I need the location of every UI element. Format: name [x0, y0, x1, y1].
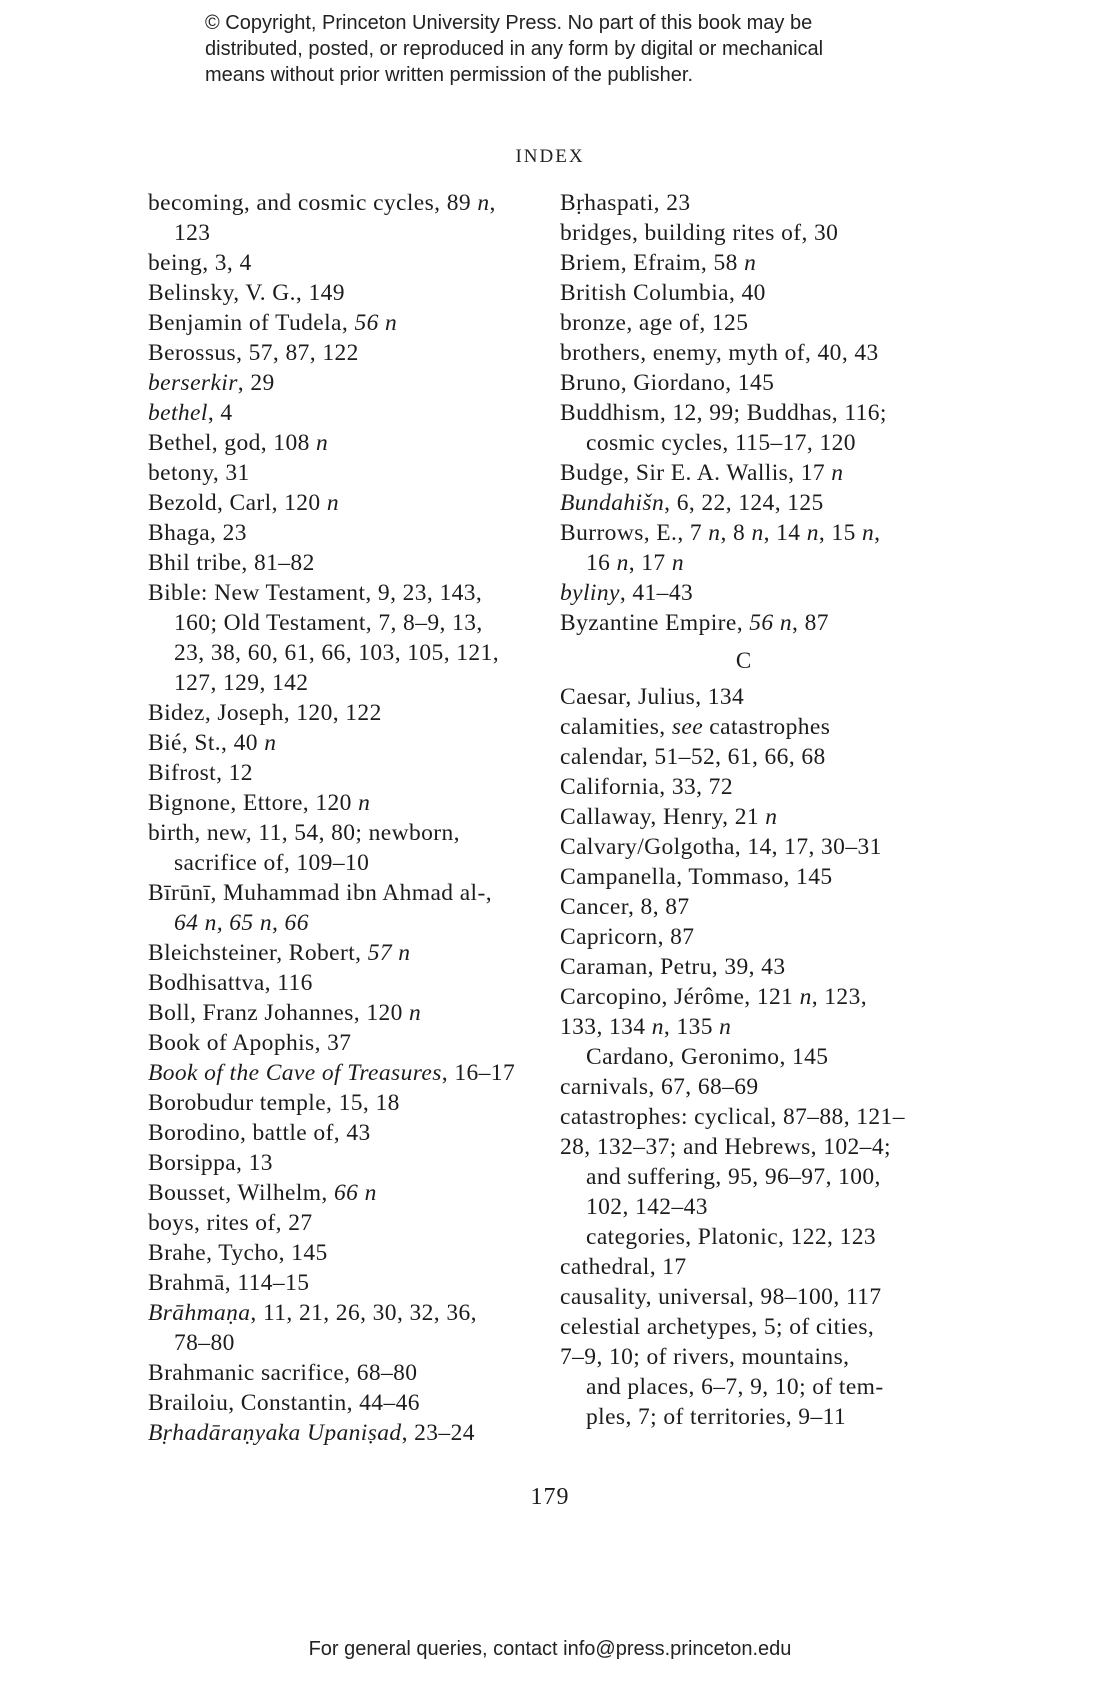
italic-run: see: [671, 714, 704, 740]
index-entry: Bundahišn, 6, 22, 124, 125: [560, 490, 824, 516]
index-entry: Capricorn, 87: [560, 924, 695, 950]
index-column-left: [148, 188, 546, 1448]
index-entry: berserkir, 29: [148, 370, 275, 396]
index-entry: and suffering, 95, 96–97, 100,: [586, 1164, 881, 1190]
index-entry: Bié, St., 40 n: [148, 730, 277, 756]
italic-run: n: [671, 550, 685, 576]
index-entry: Calvary/Golgotha, 14, 17, 30–31: [560, 834, 882, 860]
index-entry: 7–9, 10; of rivers, mountains,: [560, 1344, 850, 1370]
index-entry: Carcopino, Jérôme, 121 n, 123,: [560, 984, 868, 1010]
index-entry: 28, 132–37; and Hebrews, 102–4;: [560, 1134, 891, 1160]
index-entry: calendar, 51–52, 61, 66, 68: [560, 744, 826, 770]
index-entry: Bignone, Ettore, 120 n: [148, 790, 371, 816]
italic-run: n: [616, 550, 629, 576]
index-entry: sacrifice of, 109–10: [174, 850, 370, 876]
italic-run: n: [765, 804, 778, 830]
index-entry: British Columbia, 40: [560, 280, 766, 306]
index-entry: boys, rites of, 27: [148, 1210, 313, 1236]
index-entry: being, 3, 4: [148, 250, 252, 276]
index-entry: brothers, enemy, myth of, 40, 43: [560, 340, 879, 366]
index-entry: Burrows, E., 7 n, 8 n, 14 n, 15 n,: [560, 520, 881, 546]
index-entry: ples, 7; of territories, 9–11: [586, 1404, 847, 1430]
copyright-line: distributed, posted, or reproduced in any form by digital or mechanical: [205, 38, 824, 60]
index-entry: Buddhism, 12, 99; Buddhas, 116;: [560, 400, 887, 426]
italic-run: Book of the Cave of Treasures: [148, 1060, 442, 1086]
index-entry: Bidez, Joseph, 120, 122: [148, 700, 382, 726]
index-entry: categories, Platonic, 122, 123: [586, 1224, 877, 1250]
italic-run: 66 n: [334, 1180, 377, 1206]
index-entry: causality, universal, 98–100, 117: [560, 1284, 882, 1310]
italic-run: berserkir: [148, 370, 238, 396]
index-entry: Byzantine Empire, 56 n, 87: [560, 610, 829, 636]
index-entry: Cardano, Geronimo, 145: [586, 1044, 829, 1070]
index-entry: Bleichsteiner, Robert, 57 n: [148, 940, 411, 966]
italic-run: Bṛhadāraṇyaka Upaniṣad: [148, 1420, 402, 1446]
italic-run: n: [806, 520, 819, 546]
italic-run: n: [651, 1014, 664, 1040]
italic-run: byliny: [560, 580, 620, 606]
index-entry: Brahmā, 114–15: [148, 1270, 310, 1296]
index-entry: becoming, and cosmic cycles, 89 n,: [148, 190, 496, 216]
italic-run: 57 n: [367, 940, 411, 966]
index-entry: Bhaga, 23: [148, 520, 247, 546]
index-entry: betony, 31: [148, 460, 250, 486]
index-entry: Bruno, Giordano, 145: [560, 370, 775, 396]
copyright-notice: [205, 10, 925, 88]
italic-run: Bundahišn: [560, 490, 665, 516]
italic-run: n: [409, 1000, 422, 1026]
index-entry: 16 n, 17 n: [586, 550, 685, 576]
italic-run: 56 n: [354, 310, 398, 336]
index-entry: 127, 129, 142: [174, 670, 309, 696]
footer-contact: For general queries, contact info@press.princeton.edu: [308, 1638, 792, 1660]
index-entry: Bīrūnī, Muhammad ibn Ahmad al-,: [148, 880, 492, 906]
index-entry: Bṛhadāraṇyaka Upaniṣad, 23–24: [148, 1420, 475, 1446]
italic-run: n: [799, 984, 812, 1010]
index-entry: bridges, building rites of, 30: [560, 220, 839, 246]
index-entry: California, 33, 72: [560, 774, 733, 800]
page-number: 179: [530, 1484, 570, 1510]
index-entry: Belinsky, V. G., 149: [148, 280, 345, 306]
index-entry: Bṛhaspati, 23: [560, 190, 691, 216]
index-entry: calamities, see catastrophes: [560, 714, 831, 740]
italic-run: n: [751, 520, 764, 546]
index-entry: Brahe, Tycho, 145: [148, 1240, 328, 1266]
index-entry: 23, 38, 60, 61, 66, 103, 105, 121,: [174, 640, 499, 666]
italic-run: Brāhmaṇa: [148, 1300, 251, 1326]
index-entry: Briem, Efraim, 58 n: [560, 250, 757, 276]
copyright-line: © Copyright, Princeton University Press. No part of this book may be: [205, 12, 813, 34]
index-entry: Bhil tribe, 81–82: [148, 550, 315, 576]
index-entry: Book of the Cave of Treasures, 16–17: [148, 1060, 516, 1086]
index-entry: Bodhisattva, 116: [148, 970, 313, 996]
index-entry: 133, 134 n, 135 n: [560, 1014, 732, 1040]
italic-run: n: [326, 490, 340, 516]
index-entry: Bethel, god, 108 n: [148, 430, 329, 456]
index-entry: Borodino, battle of, 43: [148, 1120, 371, 1146]
index-entry: bethel, 4: [148, 400, 233, 426]
index-entry: Bousset, Wilhelm, 66 n: [148, 1180, 377, 1206]
italic-run: 64 n, 65 n, 66: [174, 910, 309, 936]
index-entry: Brahmanic sacrifice, 68–80: [148, 1360, 418, 1386]
index-entry: bronze, age of, 125: [560, 310, 749, 336]
index-entry: 123: [174, 220, 211, 246]
italic-run: n: [264, 730, 277, 756]
index-entry: 78–80: [174, 1330, 235, 1356]
index-entry: Caesar, Julius, 134: [560, 684, 745, 710]
index-entry: Bezold, Carl, 120 n: [148, 490, 340, 516]
index-column-right: [560, 188, 948, 1432]
index-entry: Brailoiu, Constantin, 44–46: [148, 1390, 420, 1416]
index-entry: catastrophes: cyclical, 87–88, 121–: [560, 1104, 905, 1130]
index-entry: Bifrost, 12: [148, 760, 253, 786]
italic-run: n: [477, 190, 490, 216]
index-entry: Borobudur temple, 15, 18: [148, 1090, 400, 1116]
index-entry: Campanella, Tommaso, 145: [560, 864, 833, 890]
italic-run: n: [862, 520, 875, 546]
index-entry: celestial archetypes, 5; of cities,: [560, 1314, 875, 1340]
page-title: INDEX: [515, 146, 585, 167]
index-entry: byliny, 41–43: [560, 580, 694, 606]
index-entry: Budge, Sir E. A. Wallis, 17 n: [560, 460, 844, 486]
index-entry: 102, 142–43: [586, 1194, 708, 1220]
italic-run: n: [358, 790, 371, 816]
index-entry: Boll, Franz Johannes, 120 n: [148, 1000, 422, 1026]
italic-run: bethel: [148, 400, 208, 426]
index-entry: Cancer, 8, 87: [560, 894, 690, 920]
copyright-line: means without prior written permission of the publisher.: [205, 64, 694, 86]
italic-run: n: [719, 1014, 732, 1040]
index-entry: Callaway, Henry, 21 n: [560, 804, 778, 830]
italic-run: n: [708, 520, 721, 546]
index-entry: Caraman, Petru, 39, 43: [560, 954, 786, 980]
index-entry: 160; Old Testament, 7, 8–9, 13,: [174, 610, 483, 636]
index-entry: Bible: New Testament, 9, 23, 143,: [148, 580, 483, 606]
index-entry: Book of Apophis, 37: [148, 1030, 352, 1056]
italic-run: n: [316, 430, 329, 456]
italic-run: n: [744, 250, 757, 276]
index-entry: birth, new, 11, 54, 80; newborn,: [148, 820, 460, 846]
index-entry: Brāhmaṇa, 11, 21, 26, 30, 32, 36,: [148, 1300, 477, 1326]
index-entry: Berossus, 57, 87, 122: [148, 340, 359, 366]
index-entry: [148, 908, 546, 938]
index-entry: carnivals, 67, 68–69: [560, 1074, 759, 1100]
italic-run: n: [831, 460, 844, 486]
italic-run: 56 n: [749, 610, 793, 636]
index-section-heading: C: [735, 648, 753, 673]
index-entry: Benjamin of Tudela, 56 n: [148, 310, 398, 336]
index-entry: Borsippa, 13: [148, 1150, 273, 1176]
index-entry: and places, 6–7, 9, 10; of tem-: [586, 1374, 884, 1400]
index-entry: cosmic cycles, 115–17, 120: [586, 430, 856, 456]
index-entry: cathedral, 17: [560, 1254, 687, 1280]
